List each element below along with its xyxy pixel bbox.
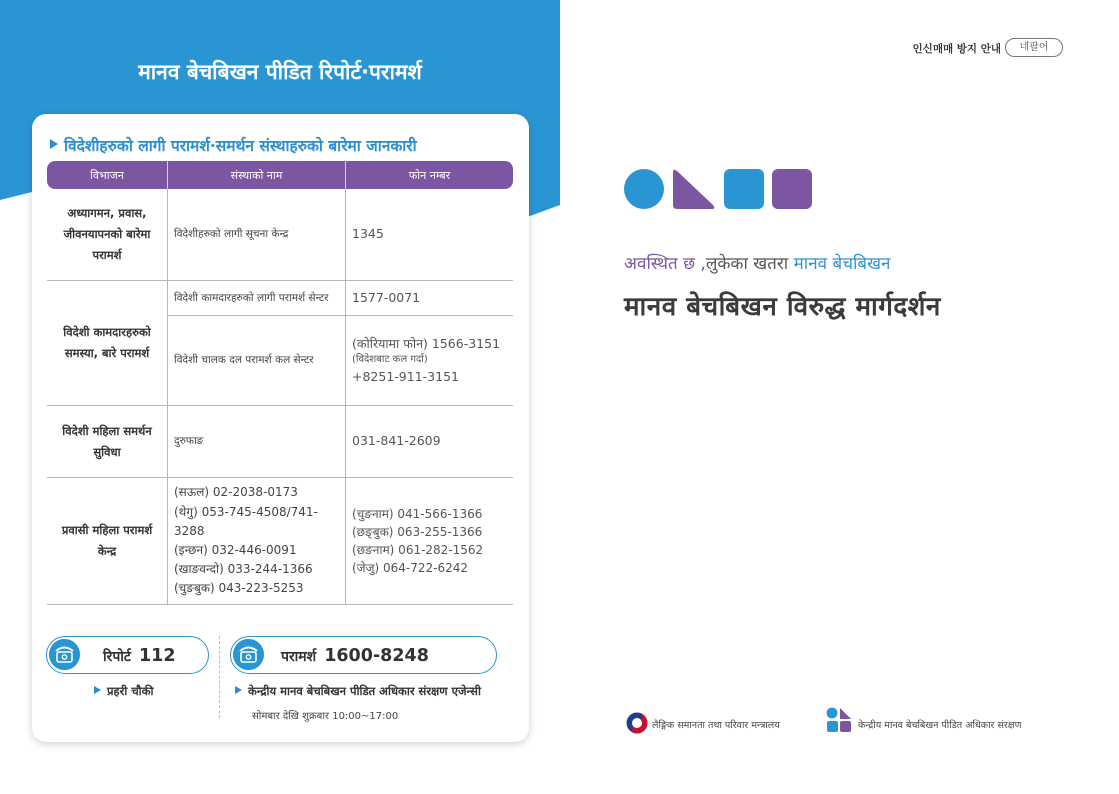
center-line: (सऊल) 02-2038-0173 xyxy=(174,485,298,500)
header-category: विभाजन xyxy=(47,161,168,189)
arrow-icon xyxy=(94,686,101,694)
divider xyxy=(219,636,220,718)
row-category: विदेशी महिला समर्थन सुविधा xyxy=(47,406,168,477)
table-row xyxy=(47,406,513,478)
language-button[interactable]: 네팔어 xyxy=(1005,38,1063,57)
center-line: (खाङवन्दो) 033-244-1366 xyxy=(174,562,313,577)
subtitle-part: खतरा xyxy=(747,254,794,274)
header-organization: संस्थाको नाम xyxy=(168,161,346,189)
arrow-icon xyxy=(50,139,58,149)
table-row xyxy=(47,189,513,281)
row-category: अध्यागमन, प्रवास, जीवनयापनको बारेमा परामर्श xyxy=(47,189,168,280)
row-organization: विदेशी चालक दल परामर्श कल सेन्टर xyxy=(168,316,346,405)
table-row xyxy=(47,281,513,406)
taegeuk-logo-icon xyxy=(626,712,648,734)
telephone-icon xyxy=(233,639,264,670)
phone-line: +8251-911-3151 xyxy=(352,368,459,384)
subtitle-part: मानव बेचबिखन xyxy=(793,254,891,274)
counsel-label: परामर्श 1600-8248 xyxy=(281,646,429,666)
guide-label: 인신매매 방지 안내 xyxy=(912,43,1001,55)
row-phone xyxy=(346,478,513,604)
phone-line: (कोरियामा फोन) 1566-3151 xyxy=(352,336,501,352)
report-hotline[interactable] xyxy=(46,636,209,674)
row-organization: विदेशी कामदारहरुको लागी परामर्श सेन्टर xyxy=(168,281,346,315)
page-title: मानव बेचबिखन पीडित रिपोर्ट·परामर्श xyxy=(138,60,422,84)
center-line: (चुङबुक) 043-223-5253 xyxy=(174,581,304,596)
report-number: 112 xyxy=(139,646,176,666)
center-line: (छङनाम) 061-282-1562 xyxy=(352,543,484,557)
center-line: (जेजु) 064-722-6242 xyxy=(352,561,468,575)
info-card xyxy=(32,114,529,742)
counsel-number: 1600-8248 xyxy=(324,646,429,666)
row-category: विदेशी कामदारहरुको समस्या, बारे परामर्श xyxy=(47,281,168,405)
row-phone: 1345 xyxy=(352,226,384,242)
support-table xyxy=(47,161,513,605)
row-phone xyxy=(346,316,513,405)
header-phone: फोन नम्बर xyxy=(408,168,451,182)
row-organization: दुरुफाङ xyxy=(168,406,346,477)
square-shape-purple xyxy=(772,169,812,209)
cover-title: मानव बेचबिखन विरुद्ध मार्गदर्शन xyxy=(624,292,941,322)
row-organization: विदेशीहरुको लागी सूचना केन्द्र xyxy=(168,189,346,280)
row-phone: 1577-0071 xyxy=(352,289,421,305)
right-page xyxy=(560,0,1119,794)
center-line: (चुङनाम) 041-566-1366 xyxy=(352,507,483,521)
center-line: (थेगु) 053-745-4508/741-3288 xyxy=(174,504,318,538)
table-header xyxy=(47,161,513,189)
center-line: (इन्छन) 032-446-0091 xyxy=(174,543,297,557)
agency-name: केन्द्रीय मानव बेचबिखन पीडित अधिकार संरक्षण xyxy=(858,720,1022,731)
subtitle-part: लुकेका xyxy=(705,254,748,274)
brand-shapes xyxy=(624,168,824,210)
square-shape-blue xyxy=(724,169,764,209)
report-note: प्रहरी चौकी xyxy=(94,684,153,699)
subtitle-part: अवस्थित छ , xyxy=(624,254,706,274)
subtitle xyxy=(624,251,890,274)
agency-logo-icon xyxy=(826,707,852,733)
telephone-icon xyxy=(49,639,80,670)
arrow-icon xyxy=(235,686,242,694)
circle-shape xyxy=(624,169,664,209)
row-phone: 031-841-2609 xyxy=(352,433,441,449)
center-line: (छङ्बुक) 063-255-1366 xyxy=(352,525,483,539)
counsel-hours: सोमबार देखि शुक्रबार 10:00~17:00 xyxy=(252,711,399,722)
ministry-name: लैङ्गिक समानता तथा परिवार मन्त्रालय xyxy=(652,720,780,731)
triangle-shape xyxy=(673,170,714,209)
counsel-note: केन्द्रीय मानव बेचबिखन पीडित अधिकार संरक्षण एजेन्सी xyxy=(235,684,481,699)
row-category: प्रवासी महिला परामर्श केन्द्र xyxy=(47,478,168,604)
row-organization xyxy=(168,478,346,604)
counsel-hotline[interactable] xyxy=(230,636,497,674)
phone-line: (विदेशबाट कल गर्दा) xyxy=(352,354,428,366)
section-heading: विदेशीहरुको लागी परामर्श·समर्थन संस्थाहरुको बारेमा जानकारी xyxy=(50,134,417,156)
table-row xyxy=(47,478,513,605)
report-label: रिपोर्ट 112 xyxy=(103,646,176,666)
